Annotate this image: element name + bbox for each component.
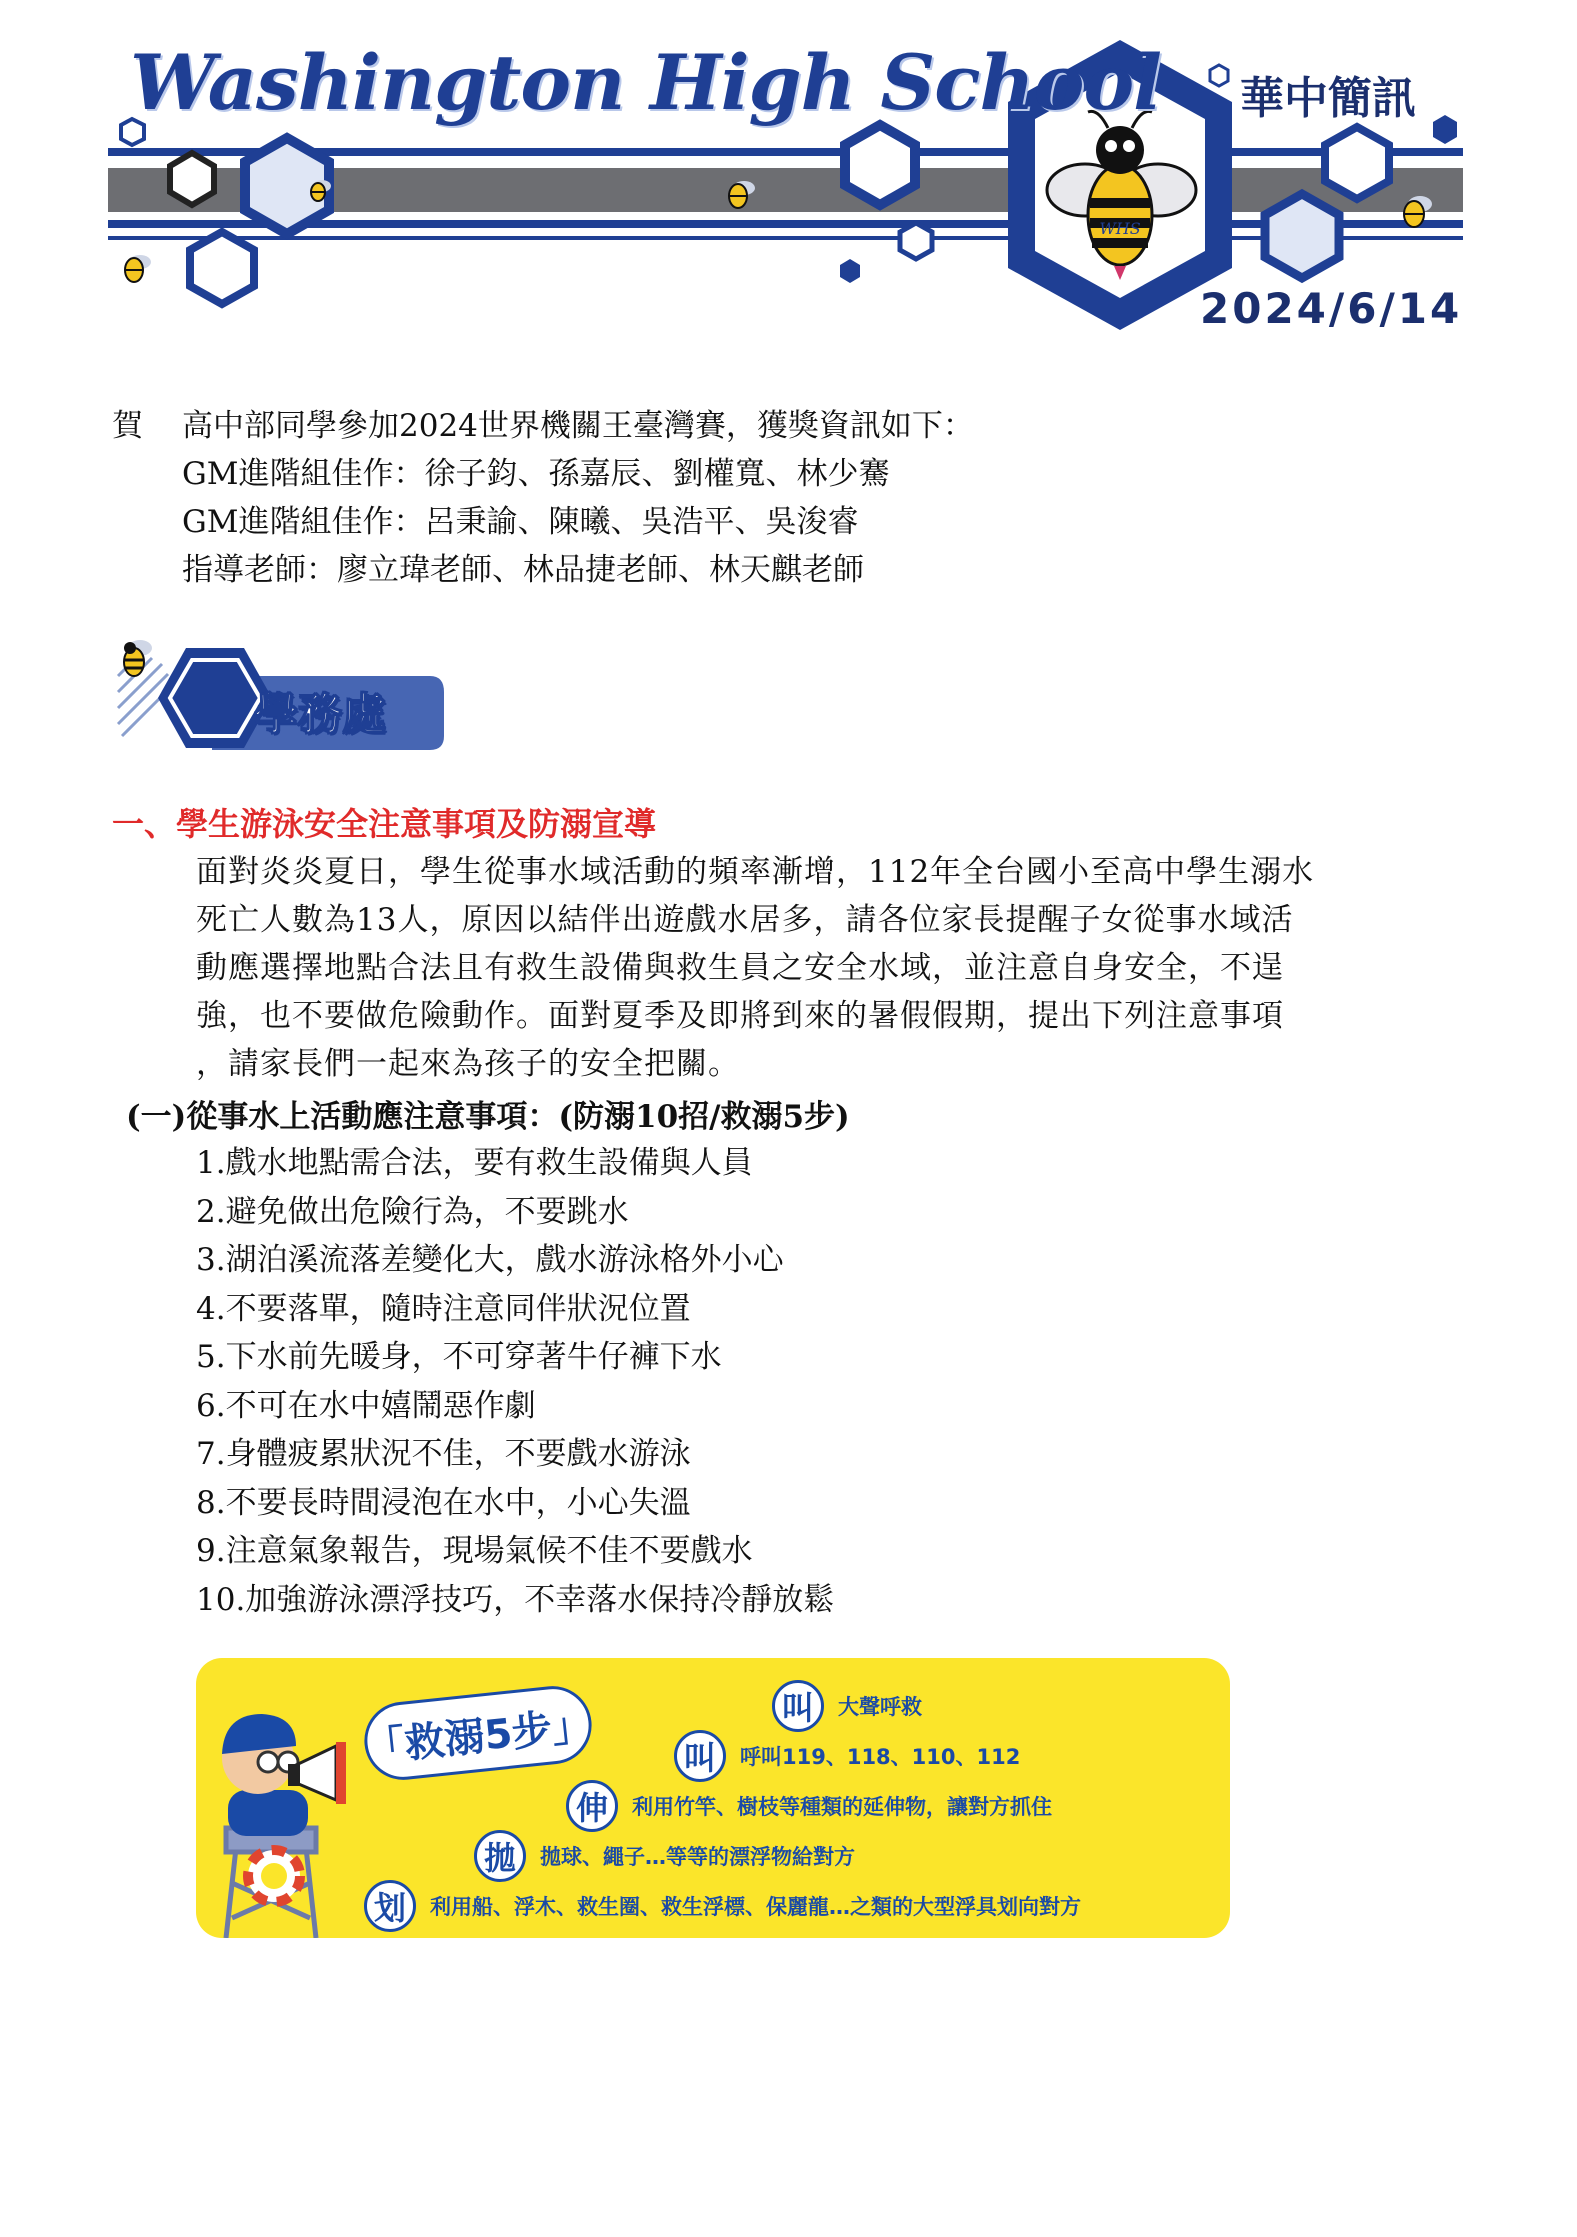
logo-letters: WHS	[1099, 219, 1141, 238]
rescue-step-text: 呼叫119、118、110、112	[740, 1745, 1021, 1769]
section-heading: 一、學生游泳安全注意事項及防溺宣導	[112, 805, 657, 843]
rescue-step-text: 大聲呼救	[838, 1695, 922, 1719]
issue-date: 2024/6/14	[1200, 284, 1463, 333]
newsletter-header	[0, 0, 1577, 360]
award-line: GM進階組佳作：呂秉諭、陳曦、吳浩平、吳浚睿	[182, 504, 859, 540]
intro-line: 動應選擇地點合法且有救生設備與救生員之安全水域，並注意自身安全，不逞	[196, 950, 1284, 986]
list-item: 9.注意氣象報告，現場氣候不佳不要戲水	[196, 1533, 753, 1569]
rescue-step	[772, 1680, 922, 1732]
lifeguard-icon	[196, 1658, 366, 1938]
school-title: Washington High School	[130, 38, 1162, 127]
congrats-label: 賀	[112, 408, 143, 444]
list-item: 1.戲水地點需合法，要有救生設備與人員	[196, 1145, 753, 1181]
bee-icon	[112, 636, 162, 680]
rescue-step-text: 利用船、浮木、救生圈、救生浮標、保麗龍…之類的大型浮具划向對方	[430, 1895, 1081, 1919]
intro-line: 面對炎炎夏日，學生從事水域活動的頻率漸增，112年全台國小至高中學生溺水	[196, 854, 1315, 890]
section-badge	[112, 636, 452, 766]
list-item: 8.不要長時間浸泡在水中，小心失溫	[196, 1484, 691, 1521]
newsletter-name: 華中簡訊	[1240, 73, 1416, 124]
bee-icon	[125, 255, 151, 282]
rescue-title: 「救溺5步」	[362, 1701, 595, 1772]
intro-line: 強，也不要做危險動作。面對夏季及即將到來的暑假假期，提出下列注意事項	[196, 998, 1284, 1034]
list-item: 4.不要落單，隨時注意同伴狀況位置	[196, 1290, 691, 1327]
list-item: 7.身體疲累狀況不佳，不要戲水游泳	[196, 1436, 691, 1472]
safety-tips-list	[196, 1139, 834, 1624]
rescue-step-text: 利用竹竿、樹枝等種類的延伸物，讓對方抓住	[632, 1795, 1052, 1819]
rescue-steps-banner	[196, 1658, 1230, 1938]
list-item: 3.湖泊溪流落差變化大，戲水游泳格外小心	[196, 1242, 784, 1278]
list-item: 6.不可在水中嬉鬧惡作劇	[196, 1387, 536, 1424]
rescue-step	[674, 1730, 1020, 1782]
list-item: 10.加強游泳漂浮技巧，不幸落水保持冷靜放鬆	[196, 1581, 835, 1618]
intro-line: 死亡人數為13人，原因以結伴出遊戲水居多，請各位家長提醒子女從事水域活	[196, 902, 1294, 938]
intro-line: ，請家長們一起來為孩子的安全把關。	[196, 1046, 740, 1082]
rescue-step-char: 叫	[772, 1680, 824, 1732]
rescue-step-text: 拋球、繩子…等等的漂浮物給對方	[540, 1845, 855, 1869]
rescue-step	[364, 1880, 1081, 1932]
award-line: GM進階組佳作：徐子鈞、孫嘉辰、劉權寬、林少騫	[182, 456, 890, 492]
rescue-step-char: 划	[364, 1880, 416, 1932]
subsection-heading: (一)從事水上活動應注意事項：(防溺10招/救溺5步)	[126, 1099, 850, 1135]
rescue-step-char: 叫	[674, 1730, 726, 1782]
list-item: 5.下水前先暖身，不可穿著牛仔褲下水	[196, 1339, 722, 1375]
rescue-step-char: 伸	[566, 1780, 618, 1832]
advisors-line: 指導老師：廖立瑋老師、林品捷老師、林天麒老師	[182, 552, 864, 588]
list-item: 2.避免做出危險行為，不要跳水	[196, 1193, 629, 1230]
intro-paragraph	[196, 848, 1486, 1088]
rescue-title-bubble	[361, 1682, 596, 1783]
section-badge-label: 學務處	[254, 689, 386, 740]
rescue-step	[566, 1780, 1052, 1832]
rescue-step-char: 拋	[474, 1830, 526, 1882]
rescue-step	[474, 1830, 855, 1882]
congrats-headline: 高中部同學參加2024世界機關王臺灣賽，獲獎資訊如下：	[182, 408, 974, 444]
